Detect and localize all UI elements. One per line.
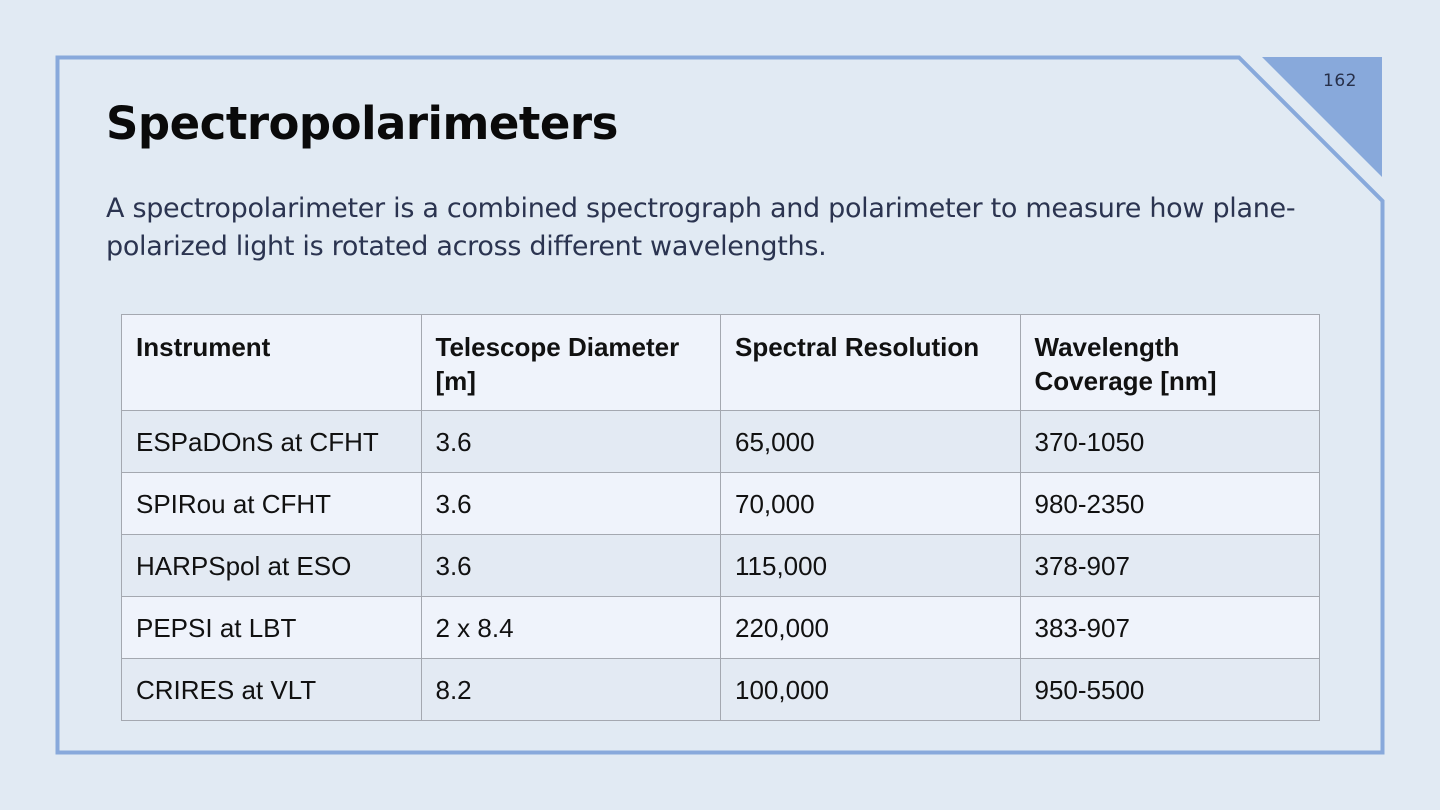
table-header-row — [122, 315, 1320, 411]
table-row — [122, 659, 1320, 721]
cell-instrument: CRIRES at VLT — [122, 659, 422, 721]
page-title: Spectropolarimeters — [106, 97, 618, 150]
table-row — [122, 535, 1320, 597]
cell-wavelength-coverage: 950-5500 — [1020, 659, 1320, 721]
table-row — [122, 411, 1320, 473]
cell-instrument: ESPaDOnS at CFHT — [122, 411, 422, 473]
page-number: 162 — [1323, 71, 1357, 91]
cell-wavelength-coverage: 383-907 — [1020, 597, 1320, 659]
cell-spectral-resolution: 70,000 — [721, 473, 1021, 535]
header-wavelength-coverage: Wavelength Coverage [nm] — [1020, 315, 1320, 411]
instruments-table — [121, 314, 1320, 721]
header-spectral-resolution: Spectral Resolution — [721, 315, 1021, 411]
cell-wavelength-coverage: 370-1050 — [1020, 411, 1320, 473]
cell-telescope-diameter: 3.6 — [421, 535, 721, 597]
header-instrument: Instrument — [122, 315, 422, 411]
cell-instrument: PEPSI at LBT — [122, 597, 422, 659]
cell-telescope-diameter: 8.2 — [421, 659, 721, 721]
cell-instrument: HARPSpol at ESO — [122, 535, 422, 597]
cell-spectral-resolution: 115,000 — [721, 535, 1021, 597]
cell-spectral-resolution: 220,000 — [721, 597, 1021, 659]
cell-spectral-resolution: 65,000 — [721, 411, 1021, 473]
cell-telescope-diameter: 3.6 — [421, 411, 721, 473]
cell-wavelength-coverage: 980-2350 — [1020, 473, 1320, 535]
cell-wavelength-coverage: 378-907 — [1020, 535, 1320, 597]
cell-telescope-diameter: 3.6 — [421, 473, 721, 535]
cell-spectral-resolution: 100,000 — [721, 659, 1021, 721]
slide-description: A spectropolarimeter is a combined spectrograph and polarimeter to measure how plane-polarized light is rotated across different wavelengths. — [106, 193, 1296, 262]
table-row — [122, 473, 1320, 535]
table-row — [122, 597, 1320, 659]
cell-instrument: SPIRou at CFHT — [122, 473, 422, 535]
header-telescope-diameter: Telescope Diameter [m] — [421, 315, 721, 411]
cell-telescope-diameter: 2 x 8.4 — [421, 597, 721, 659]
